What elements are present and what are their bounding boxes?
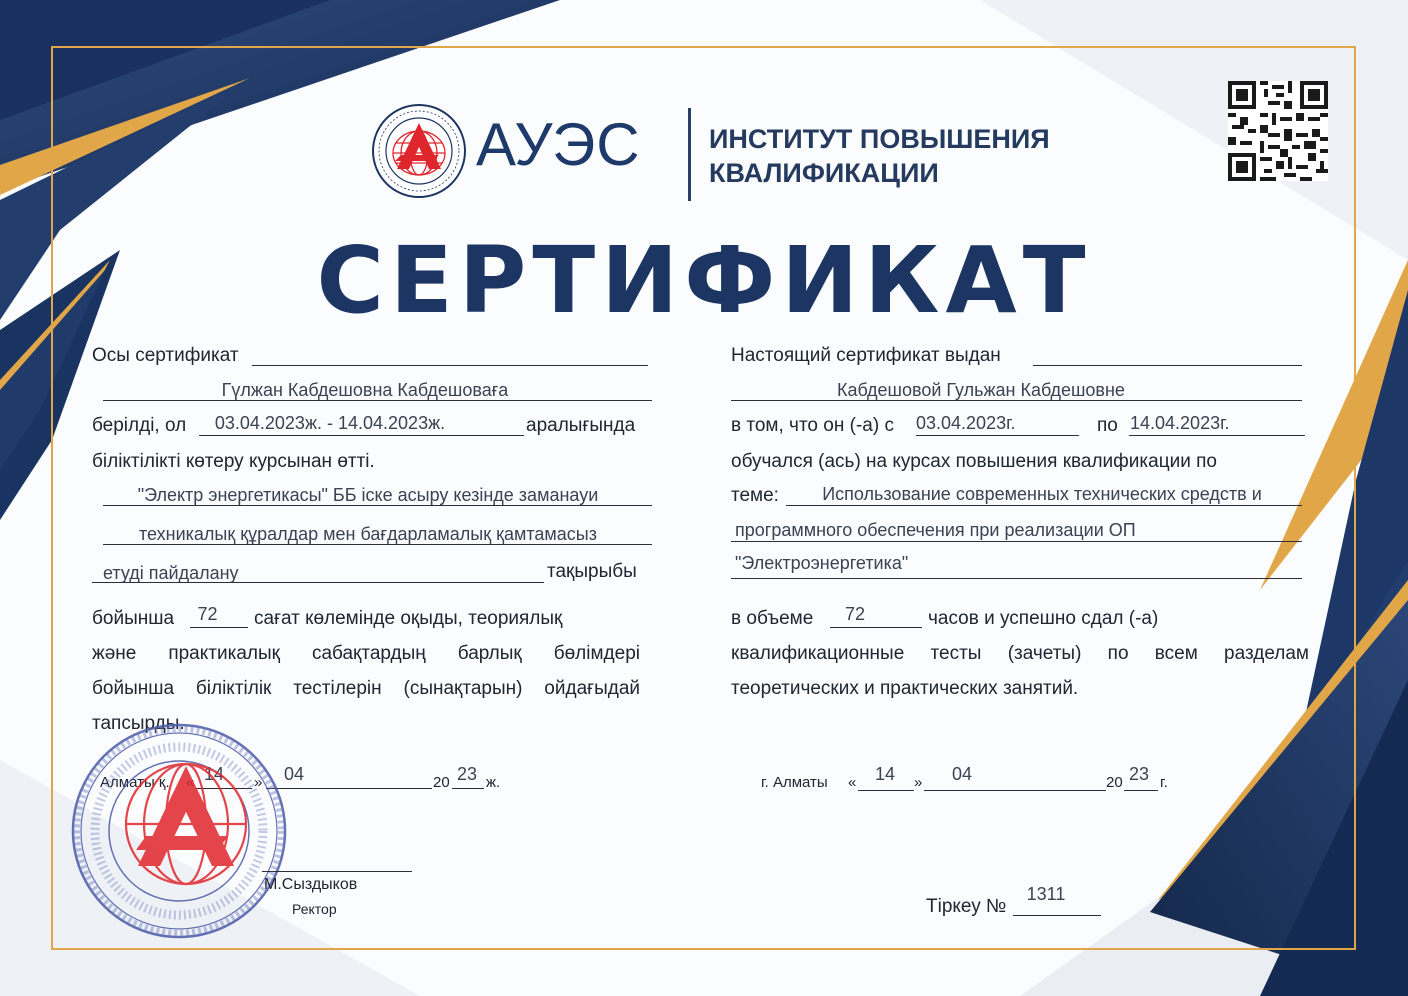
kz-hours-suffix: сағат көлемінде оқыды, теориялық	[254, 608, 563, 629]
kz-given-prefix: берілді, ол	[92, 415, 187, 436]
kz-period-line	[199, 435, 524, 436]
kz-topic-line3: етуді пайдалану	[103, 563, 239, 583]
ru-topic-line1: Использование современных технических средств и	[822, 484, 1262, 504]
institute-name-line2: КВАЛИФИКАЦИИ	[709, 158, 939, 188]
ru-month: 04	[951, 764, 973, 784]
ru-recipient-name: Кабдешовой Гульжан Кабдешовне	[837, 380, 1125, 400]
ru-period-from: 03.04.2023г.	[916, 413, 1016, 433]
ru-to-line	[1129, 435, 1305, 436]
ru-year-unit: г.	[1160, 774, 1168, 791]
brand-wordmark: АУЭС	[476, 111, 641, 178]
kz-name-line	[103, 400, 652, 401]
ru-quote-close: »	[914, 774, 923, 791]
ru-topic-line3: "Электроэнергетика"	[735, 553, 909, 573]
kz-recipient-name: Гүлжан Кабдешовна Кабдешоваға	[221, 380, 509, 400]
institute-name-line1: ИНСТИТУТ ПОВЫШЕНИЯ	[709, 124, 1050, 154]
ru-hours-suffix: часов и успешно сдал (-а)	[928, 608, 1159, 629]
kz-signature-line	[262, 871, 412, 872]
ru-topic-line1-underline	[786, 505, 1302, 506]
ru-period-to: 14.04.2023г.	[1130, 413, 1230, 433]
qr-code-icon	[1228, 81, 1328, 181]
ru-topic-label: теме:	[731, 485, 779, 506]
kz-topic-line1: "Электр энергетикасы" ББ іске асыру кезінде заманауи	[137, 485, 599, 505]
ru-intro: Настоящий сертификат выдан	[731, 345, 1001, 366]
ru-from-line	[916, 435, 1079, 436]
official-stamp-icon	[68, 720, 290, 942]
ru-hours-line	[830, 627, 922, 628]
kz-body-line-a: және практикалық сабақтардың барлық бөлімдері	[92, 643, 640, 664]
ru-period-prefix: в том, что он (-а) с	[731, 415, 894, 436]
kz-topic-line2: техникалық құралдар мен бағдарламалық қамтамасыз	[139, 524, 597, 544]
kz-course-intro: біліктілікті көтеру курсынан өтті.	[92, 451, 375, 472]
kz-year-unit: ж.	[486, 774, 501, 791]
kz-year-line	[452, 788, 484, 789]
ru-year-line	[1124, 790, 1158, 791]
ru-topic-line2: программного обеспечения при реализации ОП	[735, 520, 1136, 540]
ru-day: 14	[874, 764, 896, 784]
kz-body-line-b: бойынша біліктілік тестілерін (сынақтарын) ойдағыдай	[92, 678, 640, 699]
ru-hours-prefix: в объеме	[731, 608, 814, 629]
header-divider	[688, 108, 691, 201]
kz-hours-line	[190, 627, 248, 628]
ru-period-mid: по	[1097, 415, 1118, 436]
ru-year-suffix: 23	[1128, 764, 1150, 784]
certificate-title: СЕРТИФИКАТ	[316, 227, 1092, 334]
ru-name-line	[731, 400, 1302, 401]
kz-topic-line1-underline	[103, 505, 652, 506]
ru-city: г. Алматы	[761, 774, 828, 791]
ru-month-line	[924, 790, 1106, 791]
ru-day-line	[858, 790, 914, 791]
ru-topic-line3-underline	[731, 578, 1302, 579]
ru-intro-line	[1033, 365, 1302, 366]
ru-body-line-a: квалификационные тесты (зачеты) по всем разделам	[731, 643, 1309, 664]
kz-body-line-c: тапсырды.	[92, 713, 185, 734]
ru-body-line-b: теоретических и практических занятий.	[731, 678, 1079, 699]
ru-year-prefix: 20	[1106, 774, 1123, 791]
kz-year-suffix: 23	[456, 764, 478, 784]
ru-quote-open: «	[848, 774, 857, 791]
registration-line	[1013, 915, 1101, 916]
registration-label: Тіркеу №	[926, 896, 1007, 917]
kz-month-line	[266, 788, 432, 789]
kz-hours: 72	[197, 604, 218, 624]
kz-day: 14	[203, 764, 225, 784]
kz-intro: Осы сертификат	[92, 345, 239, 366]
kz-month: 04	[283, 764, 305, 784]
kz-hours-prefix: бойынша	[92, 608, 175, 629]
kz-topic-suffix: тақырыбы	[547, 561, 637, 582]
kz-signer-name: М.Сыздыков	[264, 876, 358, 893]
kz-year-prefix: 20	[433, 774, 450, 791]
kz-signer-title: Ректор	[292, 901, 337, 917]
kz-given-suffix: аралығында	[526, 415, 636, 436]
ru-topic-line2-underline	[731, 541, 1302, 542]
kz-topic-line2-underline	[103, 544, 652, 545]
kz-topic-line3-underline	[92, 582, 544, 583]
ru-hours: 72	[844, 604, 866, 624]
kz-city: Алматы қ.	[100, 774, 170, 791]
ru-course-intro: обучался (ась) на курсах повышения квалификации по	[731, 451, 1217, 472]
registration-number: 1311	[1026, 884, 1066, 904]
kz-quote-close: »	[254, 774, 263, 791]
university-seal-logo	[371, 103, 467, 199]
kz-intro-line	[252, 365, 648, 366]
kz-period: 03.04.2023ж. - 14.04.2023ж.	[214, 413, 446, 433]
